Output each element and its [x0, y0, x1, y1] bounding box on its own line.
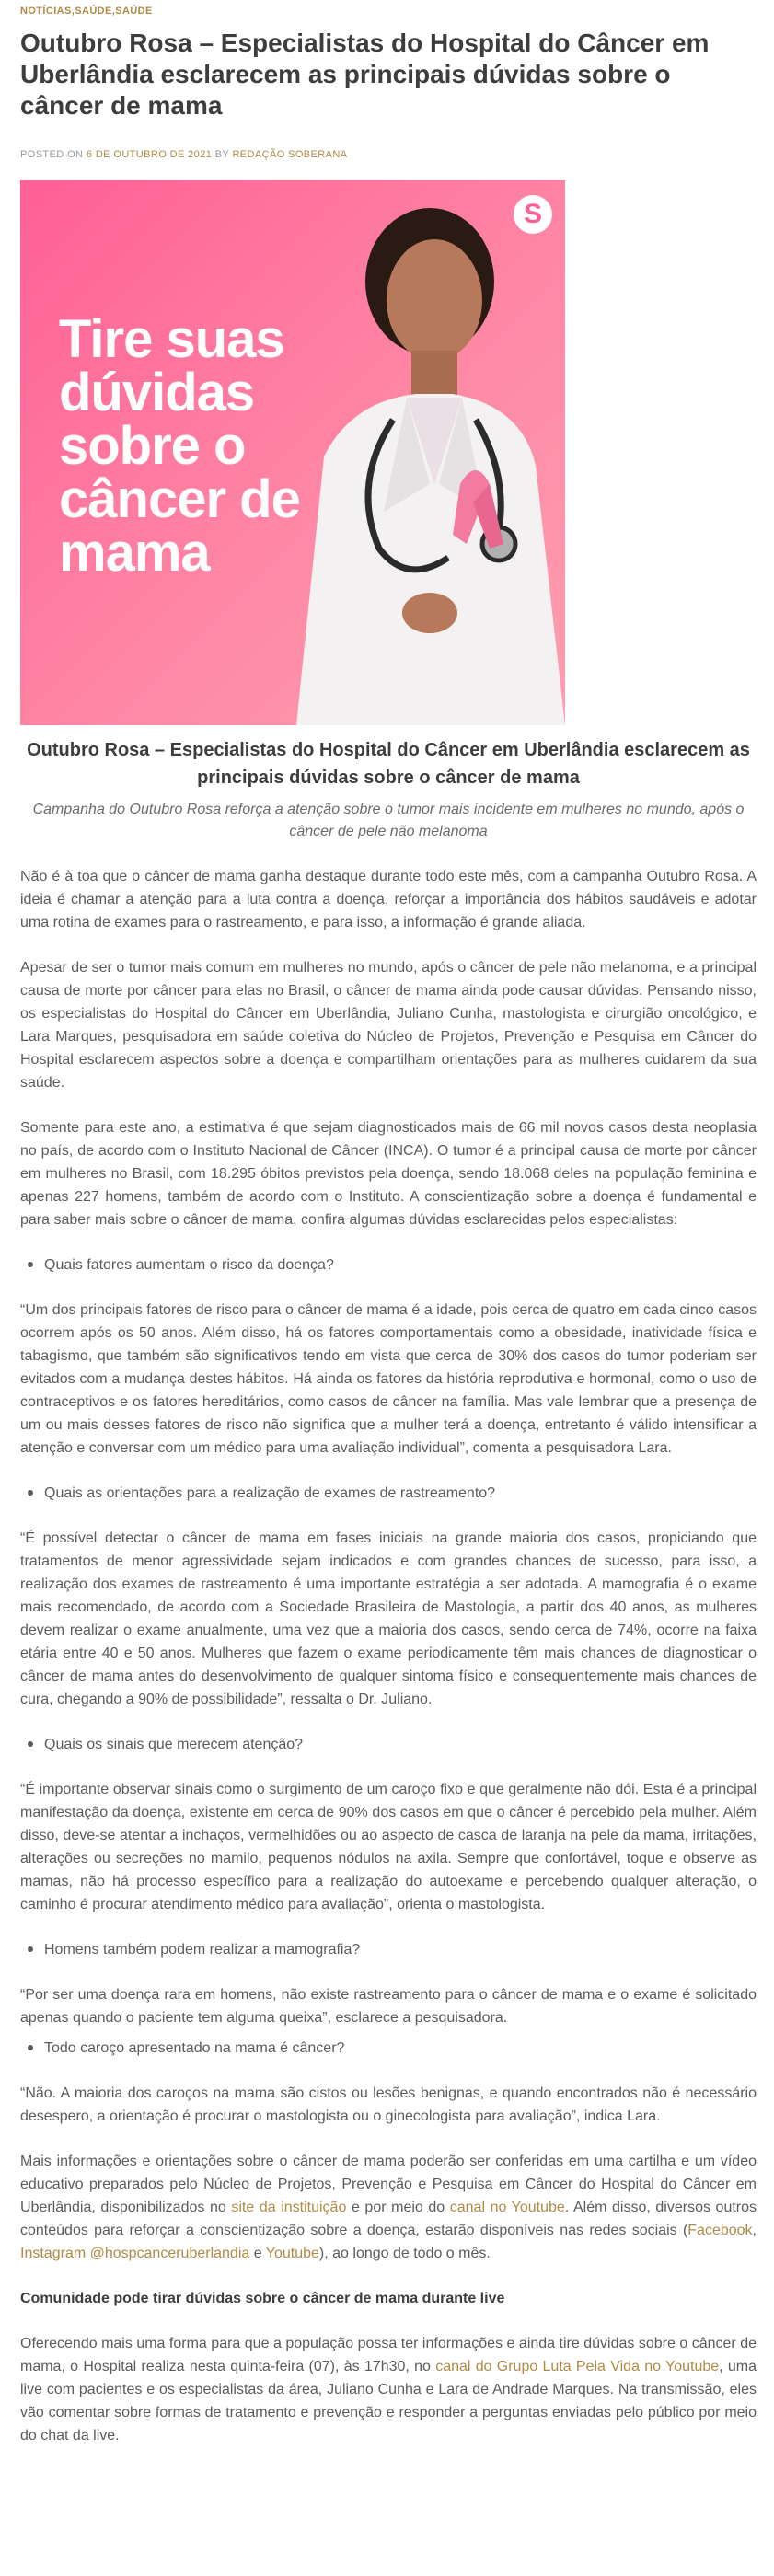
text-run: ), ao longo de todo o mês. [318, 2246, 491, 2261]
question-text: Quais os sinais que merecem atenção? [44, 1737, 304, 1752]
author-link[interactable]: REDAÇÃO SOBERANA [232, 149, 348, 160]
paragraph: Apesar de ser o tumor mais comum em mulheres no mundo, após o câncer de pele não melanoma, e a principal causa de morte por câncer para elas no Brasil, o câncer de mama ainda pode causar dúvidas. Pensando nisso, os especialistas do Hospital do Câncer em Uberlândia, Juliano Cunha, mastologista e cirurgião oncológico, e Lara Marques, pesquisadora em saúde coletiva do Núcleo de Projetos, Prevenção e Pesquisa em Câncer do Hospital esclarecem aspectos sobre a doença e compartilham orientações para as mulheres cuidarem da sua saúde. [20, 960, 757, 1091]
hero-line: mama [59, 523, 210, 583]
question-item [28, 1938, 757, 1961]
question-item [28, 1733, 757, 1756]
paragraph: Somente para este ano, a estimativa é que sejam diagnosticados mais de 66 mil novos casos desta neoplasia no país, de acordo com o Instituto Nacional de Câncer (INCA). O tumor é a principal causa de morte por câncer em mulheres no Brasil, com 18.295 óbitos previstos pela doença, sendo 18.068 deles na população feminina e apenas 227 homens, também de acordo com o Instituto. A conscientização sobre a doença é fundamental e para saber mais sobre o câncer de mama, confira algumas dúvidas esclarecidas pelos especialistas: [20, 1120, 757, 1228]
question-item [28, 2037, 757, 2060]
facebook-link[interactable]: Facebook [687, 2223, 753, 2238]
article-subtitle: Campanha do Outubro Rosa reforça a atenção sobre o tumor mais incidente em mulheres no mundo, após o câncer de pele não melanoma [32, 802, 745, 839]
answer-paragraph: “Por ser uma doença rara em homens, não existe rastreamento para o câncer de mama e o exame é solicitado apenas quando o paciente tem alguma queixa”, esclarece a pesquisadora. [20, 1987, 757, 2026]
hero-line: sobre o [59, 416, 246, 476]
question-item [28, 1253, 757, 1276]
by-label: BY [214, 149, 229, 160]
bullet-icon [28, 1490, 33, 1496]
section-heading: Comunidade pode tirar dúvidas sobre o câncer de mama durante live [20, 2291, 505, 2306]
text-run: . Além disso, diversos outros conteúdos para reforçar a conscientização sobre a doença, estarão disponíveis nas redes sociais ( [20, 2200, 757, 2238]
hero-line: dúvidas [59, 363, 255, 422]
category-separator: , [71, 6, 75, 17]
text-run: , [752, 2223, 757, 2238]
luta-pela-vida-youtube-link[interactable]: canal do Grupo Luta Pela Vida no Youtube [435, 2359, 720, 2374]
post-date-link[interactable]: 6 DE OUTUBRO DE 2021 [86, 149, 213, 160]
question-text: Quais as orientações para a realização de exames de rastreamento? [44, 1485, 496, 1501]
question-item [28, 1482, 757, 1505]
answer-paragraph: “Um dos principais fatores de risco para o câncer de mama é a idade, pois cerca de quatro em cada cinco casos ocorrem após os 50 anos. Além disso, há os fatores comportamentais como a obesidade, inatividade física e tabagismo, que também são significativos tendo em vista que cerca de 30% dos casos do tumor poderiam ser evitados com a mudança destes hábitos. Há ainda os fatores da história reprodutiva e hormonal, como o uso de contraceptivos e os fatores hereditários, como casos de câncer na família. Mas vale lembrar que a presença de um ou mais desses fatores de risco não significa que a mulher terá a doença, entretanto é válido intensificar a atenção e conversar com um médico para uma avaliação individual”, comenta a pesquisadora Lara. [20, 1302, 757, 1456]
post-meta [20, 149, 757, 160]
bullet-icon [28, 1741, 33, 1747]
answer-paragraph: “É possível detectar o câncer de mama em fases iniciais na grande maioria dos casos, propiciando que tratamentos de menor agressividade sejam indicados e com grandes chances de sucesso, para isso, a realização dos exames de rastreamento é uma importante estratégia a ser adotada. A mamografia é o exame mais recomendado, de acordo com a Sociedade Brasileira de Mastologia, a partir dos 40 anos, as mulheres devem realizar o exame anualmente, uma vez que a maioria dos casos, sendo cerca de 74%, ocorre na faixa etária entre 40 e 50 anos. Mulheres que fazem o exame periodicamente têm mais chances de diagnosticar o câncer de mama antes do desenvolvimento de qualquer sintoma físico e consequentemente mais chances de cura, chegando a 90% de possibilidade”, ressalta o Dr. Juliano. [20, 1531, 757, 1707]
text-run: , uma live com pacientes e os especialistas da área, Juliano Cunha e Lara de Andrade Marques. Na transmissão, eles vão comentar sobre formas de tratamento e prevenção e responder a perguntas enviadas pelo público por meio do chat da live. [20, 2359, 757, 2443]
category-list [20, 6, 757, 17]
live-paragraph [20, 2332, 757, 2447]
article [20, 6, 757, 2447]
hero-line: Tire suas [59, 309, 284, 369]
text-run: e por meio do [346, 2200, 450, 2215]
paragraph: Não é à toa que o câncer de mama ganha destaque durante todo este mês, com a campanha Outubro Rosa. A ideia é chamar a atenção para a luta contra a doença, reforçar a importância dos hábitos saudáveis e adotar uma rotina de exames para o rastreamento, e para isso, a informação é grande aliada. [20, 869, 757, 930]
soberana-logo: S [514, 195, 552, 234]
institution-site-link[interactable]: site da instituição [231, 2200, 347, 2215]
question-text: Homens também podem realizar a mamografia? [44, 1942, 361, 1958]
text-run: Oferecendo mais uma forma para que a população possa ter informações e ainda tire dúvidas sobre o câncer de mama, o Hospital realiza nesta quinta-feira (07), às 17h30, no [20, 2336, 757, 2374]
answer-paragraph: “Não. A maioria dos caroços na mama são cistos ou lesões benignas, e quando encontrados não é necessário desespero, a orientação é procurar o mastologista ou o ginecologista para avaliação”, indica Lara. [20, 2085, 757, 2124]
bullet-icon [28, 1262, 33, 1267]
category-link-saude[interactable]: SAÚDE [75, 6, 112, 17]
more-info-paragraph [20, 2150, 757, 2265]
text-run: Mais informações e orientações sobre o câncer de mama poderão ser conferidas em uma cartilha e um vídeo educativo preparados pelo Núcleo de Projetos, Prevenção e Pesquisa em Câncer do Hospital do Câncer em Uberlândia, disponibilizados no [20, 2154, 757, 2215]
category-separator: , [111, 6, 116, 17]
bullet-icon [28, 2045, 33, 2050]
article-title: Outubro Rosa – Especialistas do Hospital do Câncer em Uberlândia esclarecem as principais dúvidas sobre o câncer de mama [20, 29, 710, 120]
text-run: e [249, 2246, 266, 2261]
question-text: Quais fatores aumentam o risco da doença? [44, 1257, 334, 1273]
hero-caption [59, 309, 363, 583]
category-link-noticias[interactable]: NOTÍCIAS [20, 6, 72, 17]
hero-image [20, 180, 565, 725]
posted-on-label: POSTED ON [20, 149, 84, 160]
bullet-icon [28, 1946, 33, 1952]
youtube-link[interactable]: Youtube [265, 2246, 319, 2261]
article-headline: Outubro Rosa – Especialistas do Hospital do Câncer em Uberlândia esclarecem as principais dúvidas sobre o câncer de mama [27, 740, 750, 788]
instagram-link[interactable]: Instagram @hospcanceruberlandia [20, 2246, 250, 2261]
question-text: Todo caroço apresentado na mama é câncer? [44, 2040, 345, 2056]
hero-line: câncer de [59, 469, 300, 529]
answer-paragraph: “É importante observar sinais como o surgimento de um caroço fixo e que geralmente não dói. Esta é a principal manifestação da doença, existente em cerca de 90% dos casos em que o câncer é percebido pela mulher. Além disso, deve-se atentar a inchaços, vermelhidões ou ao aspecto de casca de laranja na pele da mama, irritações, alterações ou secreções no mamilo, pequenos nódulos na axila. Sempre que confortável, toque e observe as mamas, não há processo específico para a realização do autoexame e percebendo qualquer alteração, o caminho é procurar atendimento médico para avaliação”, orienta o mastologista. [20, 1782, 757, 1912]
category-link-saude-2[interactable]: SAÚDE [115, 6, 153, 17]
youtube-channel-link[interactable]: canal no Youtube [449, 2200, 565, 2215]
